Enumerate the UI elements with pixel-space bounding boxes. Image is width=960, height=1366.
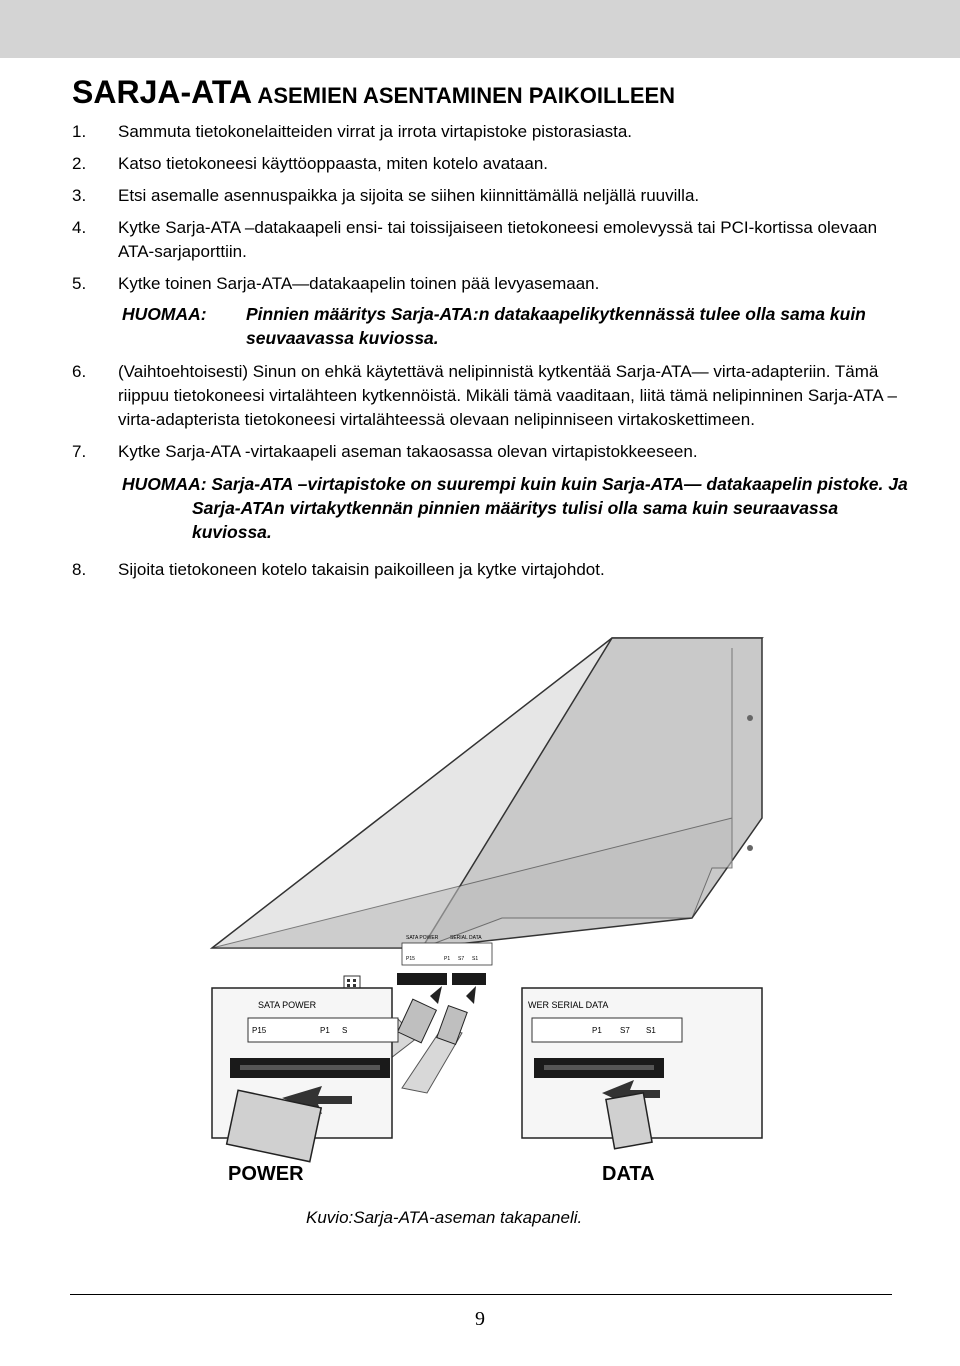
step-number: 3.	[72, 186, 87, 205]
small-data-port	[452, 973, 486, 985]
step-text: Katso tietokoneesi käyttöoppaasta, miten kotelo avataan.	[118, 154, 548, 173]
jumper-pin	[353, 979, 356, 982]
small-serial-data-label: SERIAL DATA	[450, 935, 482, 941]
jumper-pin	[347, 984, 350, 987]
step-number: 8.	[72, 560, 87, 579]
drive-screw-hole	[747, 845, 753, 851]
step-text: Sijoita tietokoneen kotelo takaisin paikoilleen ja kytke virtajohdot.	[118, 560, 605, 579]
step-text: Sammuta tietokonelaitteiden virrat ja irrota virtapistoke pistorasiasta.	[118, 122, 633, 141]
step-text: Etsi asemalle asennuspaikka ja sijoita se siihen kiinnittämällä neljällä ruuvilla.	[118, 186, 700, 205]
sata-drive-rear-panel-illustration	[172, 618, 792, 1188]
enlarged-s-label: S	[342, 1026, 348, 1035]
enlarged-s7-label: S7	[620, 1026, 630, 1035]
page-title	[72, 74, 675, 111]
small-data-plug	[437, 1006, 467, 1045]
small-arrow-power	[430, 986, 442, 1004]
drive-screw-hole	[747, 715, 753, 721]
step-text: Kytke Sarja-ATA -virtakaapeli aseman takaosassa olevan virtapistokkeeseen.	[118, 442, 698, 461]
note-power-connector: HUOMAA: Sarja-ATA –virtapistoke on suurempi kuin kuin Sarja-ATA— datakaapelin pistoke. Ja Sarja-ATAn virtakytkennän pinnien määritys tulisi olla sama kuin seuraavassa kuviossa.	[122, 474, 908, 542]
step-7	[72, 440, 912, 464]
page-number: 9	[475, 1308, 485, 1330]
enlarged-p1-label: P1	[320, 1026, 330, 1035]
small-s7-label: S7	[458, 956, 465, 962]
step-number: 7.	[72, 442, 87, 461]
small-sata-power-label: SATA POWER	[406, 935, 439, 941]
step-number: 2.	[72, 154, 87, 173]
step-text: Kytke toinen Sarja-ATA—datakaapelin toinen pää levyasemaan.	[118, 274, 600, 293]
step-number: 1.	[72, 122, 87, 141]
step-4	[72, 216, 912, 264]
title-rest: ASEMIEN ASENTAMINEN PAIKOILLEEN	[252, 83, 676, 108]
enlarged-serial-data-label: WER SERIAL DATA	[528, 1000, 609, 1010]
enlarged-power-port-slot	[240, 1065, 380, 1070]
step-3	[72, 184, 912, 208]
document-page	[0, 58, 960, 1366]
step-number: 4.	[72, 218, 87, 237]
enlarged-data-p1-label: P1	[592, 1026, 602, 1035]
figure-caption: Kuvio:Sarja-ATA-aseman takapaneli.	[306, 1208, 583, 1227]
small-p15-label: P15	[406, 956, 415, 962]
enlarged-sata-power-label: SATA POWER	[258, 1000, 317, 1010]
small-arrow-data	[466, 986, 476, 1004]
enlarged-data-port-slot	[544, 1065, 654, 1070]
small-power-port	[397, 973, 447, 985]
viewer-top-bar	[0, 0, 960, 59]
enlarged-data-label-box	[532, 1018, 682, 1042]
data-label: DATA	[602, 1163, 655, 1185]
title-prefix: SARJA-ATA	[72, 74, 253, 110]
enlarged-p15-label: P15	[252, 1026, 267, 1035]
small-s1-label: S1	[472, 956, 479, 962]
footer-rule	[70, 1294, 892, 1295]
enlarged-s1-label: S1	[646, 1026, 656, 1035]
small-p1-label: P1	[444, 956, 451, 962]
note-label: HUOMAA:	[122, 304, 207, 324]
note-pin-assignment	[122, 302, 912, 350]
enlarged-data-plug	[606, 1093, 652, 1149]
step-2	[72, 152, 912, 176]
step-number: 5.	[72, 274, 87, 293]
step-8	[72, 558, 912, 582]
note-text: Pinnien määritys Sarja-ATA:n datakaapelikytkennässä tulee olla sama kuin seuvaavassa kuviossa.	[246, 304, 866, 348]
step-1	[72, 120, 912, 144]
installation-steps	[72, 120, 912, 590]
step-5	[72, 272, 912, 296]
power-label: POWER	[228, 1163, 304, 1185]
step-text: Kytke Sarja-ATA –datakaapeli ensi- tai toissijaiseen tietokoneesi emolevyssä tai PCI-kortissa olevaan ATA-sarjaporttiin.	[118, 218, 878, 261]
jumper-pin	[347, 979, 350, 982]
step-number: 6.	[72, 362, 87, 381]
step-6	[72, 360, 912, 432]
step-text: (Vaihtoehtoisesti) Sinun on ehkä käytettävä nelipinnistä kytkentää Sarja-ATA— virta-adapteriin. Tämä riippuu tietokoneesi virtalähteen kytkennöistä. Mikäli tämä vaaditaan, liitä tämä nelipinninen Sarja-ATA –virta-adapterista tietokoneesi virtalähteessä olevaan nelipinniseen virtakoskettimeen.	[118, 362, 897, 429]
jumper-pin	[353, 984, 356, 987]
